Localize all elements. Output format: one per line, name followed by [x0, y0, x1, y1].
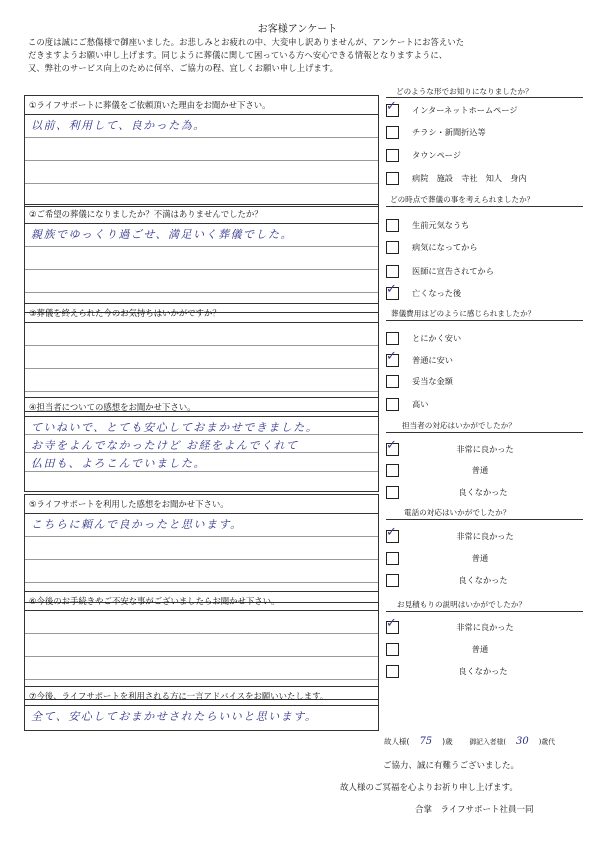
checkbox[interactable]	[386, 486, 399, 499]
option-label: 非常に良かった	[456, 622, 514, 632]
question-underline	[386, 320, 583, 321]
answer-line[interactable]	[25, 247, 378, 270]
answer-line[interactable]	[25, 514, 378, 537]
option-label: 普通	[471, 465, 489, 475]
question-4-label: 担当者の対応はいかがでしたか？	[402, 421, 516, 430]
handwritten-answer: 以前、利用して、良かった為。	[31, 119, 206, 132]
section-3-question: ③葬儀を終えられた今のお気持ちはいかがですか？	[25, 304, 378, 323]
section-2-question: ②ご希望の葬儀になりましたか？不満はありませんでしたか？	[25, 205, 378, 224]
checkbox[interactable]	[386, 265, 399, 278]
option-label: チラシ・新聞折込等	[412, 127, 486, 137]
section-3	[24, 303, 379, 412]
section-6-question: ⑥今後のお手続きやご不安な事がございましたらお聞かせ下さい。	[25, 592, 378, 611]
checkbox[interactable]	[386, 525, 399, 543]
handwritten-answer: 全て、安心しておまかせされたらいいと思います。	[31, 710, 318, 723]
checkbox[interactable]	[386, 665, 399, 678]
option-label: 非常に良かった	[456, 531, 514, 541]
checkmark-icon: ✓	[386, 616, 397, 631]
section-6	[24, 591, 379, 700]
option-label: 普通に安い	[412, 355, 453, 365]
answer-line[interactable]	[25, 634, 378, 657]
checkbox[interactable]	[386, 219, 399, 232]
checkmark-icon: ✓	[386, 282, 397, 297]
answer-line[interactable]	[25, 560, 378, 583]
question-underline	[386, 97, 583, 98]
age-line	[384, 736, 555, 747]
option-label: 良くなかった	[458, 666, 508, 676]
answer-line[interactable]	[25, 161, 378, 184]
writer-age-label: 御記入者様(	[469, 738, 507, 746]
answer-line[interactable]	[25, 611, 378, 634]
question-underline	[386, 432, 583, 433]
option-label: とにかく安い	[412, 333, 462, 343]
checkbox[interactable]	[386, 241, 399, 254]
option-label: タウンページ	[412, 150, 461, 160]
option-label: 亡くなった後	[412, 288, 462, 298]
question-2-label: どの時点で葬儀の事を考えられましたか？	[390, 195, 535, 204]
checkbox[interactable]	[386, 552, 399, 565]
signature-text: 合掌 ライフサポート社員一同	[415, 805, 534, 815]
checkbox[interactable]	[386, 398, 399, 411]
handwritten-answer: 親族でゆっくり過ごせ、満足いく葬儀でした。	[31, 228, 294, 241]
answer-line[interactable]	[25, 435, 378, 453]
checkmark-icon: ✓	[386, 525, 397, 540]
checkmark-icon: ✓	[386, 99, 397, 114]
section-5-question: ⑤ライフサポートを利用した感想をお聞かせ下さい。	[25, 495, 378, 514]
checkbox[interactable]	[386, 126, 399, 139]
option-label: 妥当な金額	[412, 376, 453, 386]
answer-line[interactable]	[25, 270, 378, 293]
deceased-age-unit: )歳	[442, 737, 453, 746]
section-7	[24, 686, 379, 731]
option-label: 高い	[412, 399, 429, 409]
section-7-question: ⑦今後、ライフサポートを利用される方に一言アドバイスをお願いいたします。	[25, 687, 378, 706]
handwritten-answer: 仏田も、よろこんでいました。	[31, 457, 206, 470]
checkbox[interactable]	[386, 375, 399, 388]
writer-age-unit: )歳代	[538, 738, 556, 746]
section-5	[24, 494, 379, 603]
question-underline	[386, 611, 583, 612]
checkbox[interactable]	[386, 438, 399, 456]
answer-line[interactable]	[25, 453, 378, 472]
option-label: 病気になってから	[412, 242, 478, 252]
answer-line[interactable]	[25, 138, 378, 161]
option-label: 医師に宣告されてから	[412, 266, 494, 276]
prayer-text: 故人様のご冥福を心よりお祈り申し上げます。	[340, 783, 518, 793]
question-6-label: お見積もりの説明はいかがでしたか？	[397, 600, 527, 609]
option-label: 非常に良かった	[456, 444, 514, 454]
handwritten-answer: こちらに頼んで良かったと思います。	[31, 518, 243, 531]
intro-text	[28, 36, 573, 76]
answer-line[interactable]	[25, 657, 378, 680]
handwritten-answer: ていねいで、とても安心しておまかせできました。	[31, 421, 319, 434]
checkbox[interactable]	[386, 574, 399, 587]
section-4-question: ④担当者についての感想をお聞かせ下さい。	[25, 398, 378, 417]
thanks-text: ご協力、誠に有難うございました。	[383, 761, 520, 771]
intro-line-1: この度は誠にご愁傷様で御座いました。お悲しみとお疲れの中、大変申し訳ありませんが、アンケートにお答えいた	[28, 37, 465, 47]
checkbox[interactable]	[386, 99, 399, 117]
checkbox[interactable]	[386, 332, 399, 345]
section-2	[24, 204, 379, 313]
answer-line[interactable]	[25, 706, 378, 730]
answer-line[interactable]	[25, 224, 378, 247]
checkbox[interactable]	[386, 616, 399, 634]
answer-line[interactable]	[25, 115, 378, 138]
checkbox[interactable]	[386, 643, 399, 656]
option-label: 良くなかった	[458, 575, 508, 585]
section-1-question: ①ライフサポートに葬儀をご依頼頂いた理由をお聞かせ下さい。	[25, 96, 378, 115]
deceased-age-value[interactable]: 75	[419, 736, 433, 747]
section-4	[24, 397, 379, 492]
answer-line[interactable]	[25, 369, 378, 392]
question-5-label: 電話の対応はいかがでしたか？	[404, 508, 511, 517]
checkbox[interactable]	[386, 282, 399, 300]
intro-line-2: だきますようお願い申し上げます。同じように葬儀に関して困っている方へ安心できる情報となりますように、	[28, 50, 448, 61]
option-label: 良くなかった	[458, 487, 508, 497]
answer-line[interactable]	[25, 323, 378, 346]
question-underline	[386, 519, 583, 520]
checkmark-icon: ✓	[386, 349, 397, 364]
answer-line[interactable]	[25, 346, 378, 369]
option-label: 普通	[471, 644, 489, 654]
question-1-label: どのような形でお知りになりましたか？	[396, 87, 533, 96]
section-1	[24, 95, 379, 207]
intro-line-3: 又、弊社のサービス向上のために何卒、ご協力の程、宜しくお願い申し上げます。	[28, 63, 339, 74]
page-title: お客様アンケート	[257, 24, 338, 35]
answer-line[interactable]	[25, 417, 378, 435]
deceased-age-label: 故人様(	[384, 737, 410, 746]
checkmark-icon: ✓	[386, 438, 397, 453]
checkbox[interactable]	[386, 172, 399, 185]
checkbox[interactable]	[386, 349, 399, 367]
option-label: 生前元気なうち	[412, 220, 470, 230]
option-label: 普通	[471, 553, 489, 563]
checkbox[interactable]	[386, 464, 399, 477]
answer-line[interactable]	[25, 472, 378, 491]
option-label: インターネットホームページ	[412, 105, 518, 115]
question-underline	[386, 206, 583, 207]
checkbox[interactable]	[386, 149, 399, 162]
handwritten-answer: お寺をよんでなかったけど お経をよんでくれて	[31, 439, 299, 452]
question-3-label: 葬儀費用はどのように感じられましたか？	[391, 309, 536, 318]
answer-line[interactable]	[25, 537, 378, 560]
option-label: 病院 施設 寺社 知人 身内	[412, 173, 527, 183]
answer-line[interactable]	[25, 184, 378, 206]
writer-age-value[interactable]: 30	[516, 736, 529, 747]
